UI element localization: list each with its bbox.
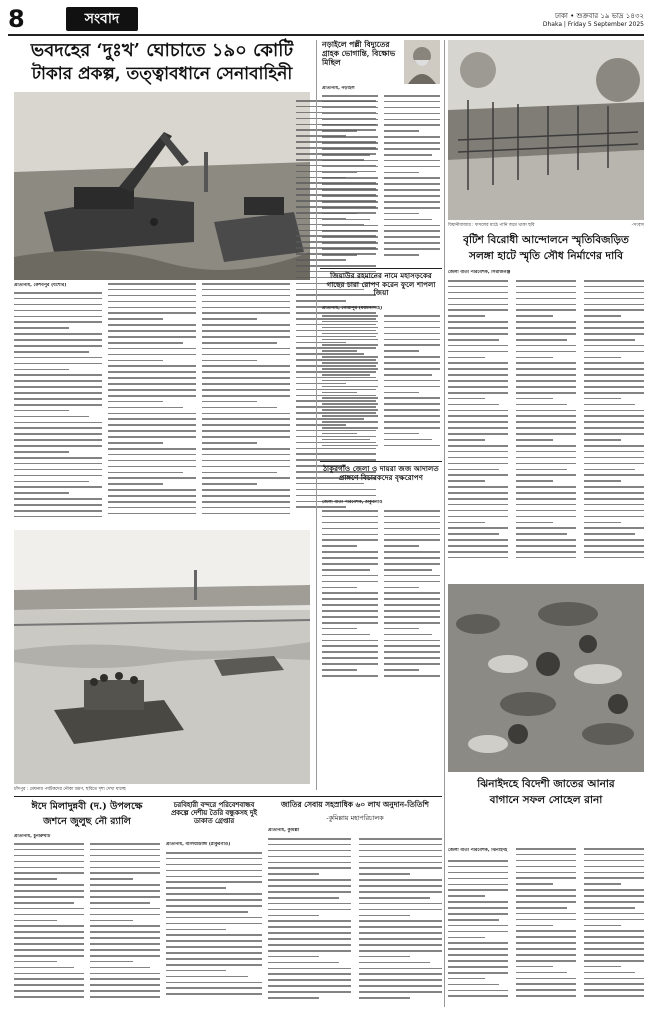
boat-photo xyxy=(14,530,310,784)
field-photo-credit: -সংবাদ xyxy=(631,223,644,228)
apple-headline-1: ঝিনাইদহে বিদেশী জাতের আনার xyxy=(477,778,615,790)
heritage-column-1 xyxy=(448,280,508,576)
masthead-logo: সংবাদ xyxy=(66,7,138,31)
narail-column-1 xyxy=(322,95,378,265)
column-rule-2 xyxy=(444,40,445,1007)
lead-headline-2: টাকার প্রকল্প, তত্ত্বাবধানে সেনাবাহিনী xyxy=(31,64,293,84)
job-dateline: প্রতিনিধি, বালিয়াডাঙ্গী (ঠাকুরগাঁও) xyxy=(166,842,231,847)
lead-photo xyxy=(14,92,310,280)
lead-column-3 xyxy=(202,283,290,524)
divider-bottom xyxy=(14,796,442,797)
apple-column-2 xyxy=(516,848,576,1007)
apple-column-1 xyxy=(448,860,508,1007)
budget-column-2 xyxy=(359,838,442,1007)
narail-dateline: প্রতিনিধি, নড়াইল xyxy=(322,86,355,91)
masthead-date-en: Dhaka | Friday 5 September 2025 xyxy=(542,21,644,28)
eid-column-2 xyxy=(90,843,160,1007)
heritage-column-3 xyxy=(584,280,644,576)
eid-dateline: প্রতিনিধি, চুনারুঘাট xyxy=(14,834,51,839)
heritage-headline-2: সলঙ্গা হাটে স্মৃতি সৌধ নির্মাণের দাবি xyxy=(469,250,623,262)
job-headline: চরবিহারী বন্দরে পরিবেশবান্ধব প্রকল্পে দেশীয় তৈরি বন্ধুকসহ দুই ডাকাত গ্রেপ্তার xyxy=(171,801,257,826)
fruit-photo xyxy=(448,584,644,772)
narail-headline: নড়াইলে পল্লী বিদ্যুতের গ্রাহক ভোগান্তি, বিক্ষোভ মিছিল xyxy=(322,40,396,67)
lead-dateline: প্রতিনিধি, কেশবপুর (যশোর) xyxy=(14,283,67,288)
budget-dateline: প্রতিনিধি, কুমিল্লা xyxy=(268,828,300,833)
divider-narail xyxy=(320,268,442,269)
job-column xyxy=(166,852,262,1007)
eid-headline-2: জশনে জুলুছ নৌ র‍্যালি xyxy=(43,816,131,827)
masthead-date-bn: ঢাকা • শুক্রবার ১৯ ভাদ্র ১৪৩২ xyxy=(555,12,644,20)
eid-column-1 xyxy=(14,843,84,1007)
heritage-dateline: জেলা বার্তা পরিবেশক, সিরাজগঞ্জ xyxy=(448,270,511,275)
field-photo-caption: বিয়ানীবাজার : ফসলের মাঠে পানি জমে থাকা ছবি xyxy=(448,223,535,228)
heritage-column-2 xyxy=(516,280,576,576)
tree-dateline: প্রতিনিধি, গৌরীপুর (ময়মনসিংহ) xyxy=(322,306,383,311)
apple-column-3 xyxy=(584,848,644,1007)
masthead-rule xyxy=(8,34,644,36)
tree-headline: জিয়াউর রহমানের নামে মহাসড়কের গাছের চারা রোপণ করেন ফুলে শাপলা জিয়া xyxy=(326,271,436,298)
court-headline: ঠাকুরগাঁও জেলা ও দায়রা জজ আদালত প্রাঙ্গণে বিচারকদের বৃক্ষরোপণ xyxy=(323,464,439,482)
budget-subhead: -কুমিল্লায় মহাপরিচালক xyxy=(326,814,384,822)
field-photo xyxy=(448,40,644,220)
tree-column-1 xyxy=(322,315,378,457)
tree-column-2 xyxy=(384,315,440,457)
page-number: 8 xyxy=(8,5,25,33)
lead-headline-1: ভবদহের ‘দুঃখ’ ঘোচাতে ১৯০ কোটি xyxy=(30,40,294,61)
apple-headline-2: বাগানে সফল সোহেল রানা xyxy=(489,794,603,806)
lead-column-2 xyxy=(108,283,196,524)
budget-headline: জাতির সেবায় সহস্রাধিক ৬০ লাখ অনুদান-তিতিশি xyxy=(281,800,429,809)
narail-column-2 xyxy=(384,95,440,265)
divider-tree xyxy=(320,461,442,462)
column-rule-1 xyxy=(316,40,317,790)
lead-column-1 xyxy=(14,292,102,524)
narail-portrait xyxy=(404,40,440,84)
court-column-1 xyxy=(322,510,378,690)
budget-column-1 xyxy=(268,838,351,1007)
boat-photo-caption: চাঁদপুর : মেঘনায় পর্যটকদের নৌকা ভ্রমণ, ছবিতে দৃশ্য দেখা যাচ্ছে xyxy=(14,787,126,792)
eid-headline-1: ঈদে মিলাদুন্নবী (দ.) উপলক্ষে xyxy=(31,801,143,812)
court-column-2 xyxy=(384,510,440,690)
apple-dateline: জেলা বার্তা পরিবেশক, ঝিনাইদহ xyxy=(448,848,508,853)
heritage-headline-1: বৃটিশ বিরোধী আন্দোলনে স্মৃতিবিজড়িত xyxy=(463,234,629,246)
court-dateline: জেলা বার্তা পরিবেশক, ঠাকুরগাঁও xyxy=(322,500,383,505)
